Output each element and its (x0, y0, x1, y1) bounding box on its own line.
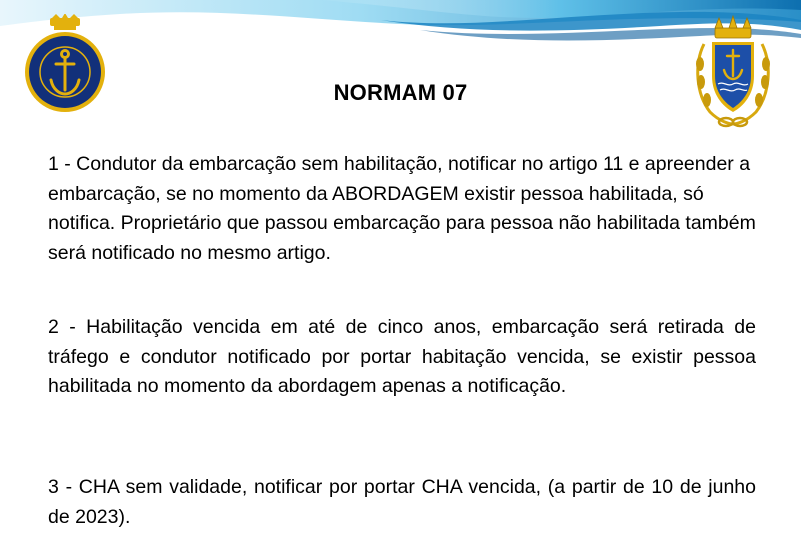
paragraph-3: 3 - CHA sem validade, notificar por portar CHA vencida, (a partir de 10 de junho de 2023). (48, 476, 756, 528)
paragraph-2: 2 - Habilitação vencida em até de cinco anos, embarcação será retirada de tráfego e condutor notificado por portar habitação vencida, se existir pessoa habilitada no momento da abordagem apenas a notificação. (48, 316, 756, 397)
page-title: NORMAM 07 (333, 80, 468, 105)
paragraph-1: 1 - Condutor da embarcação sem habilitação, notificar no artigo 11 e apreender a embarcação, se no momento da ABORDAGEM existir pessoa habilitada, só notifica. Proprietário que passou embarcação para pessoa não habilitada também será notificado no mesmo artigo. (48, 153, 756, 264)
naval-coat-of-arms-icon (690, 14, 776, 130)
header-wave-banner (0, 0, 801, 70)
